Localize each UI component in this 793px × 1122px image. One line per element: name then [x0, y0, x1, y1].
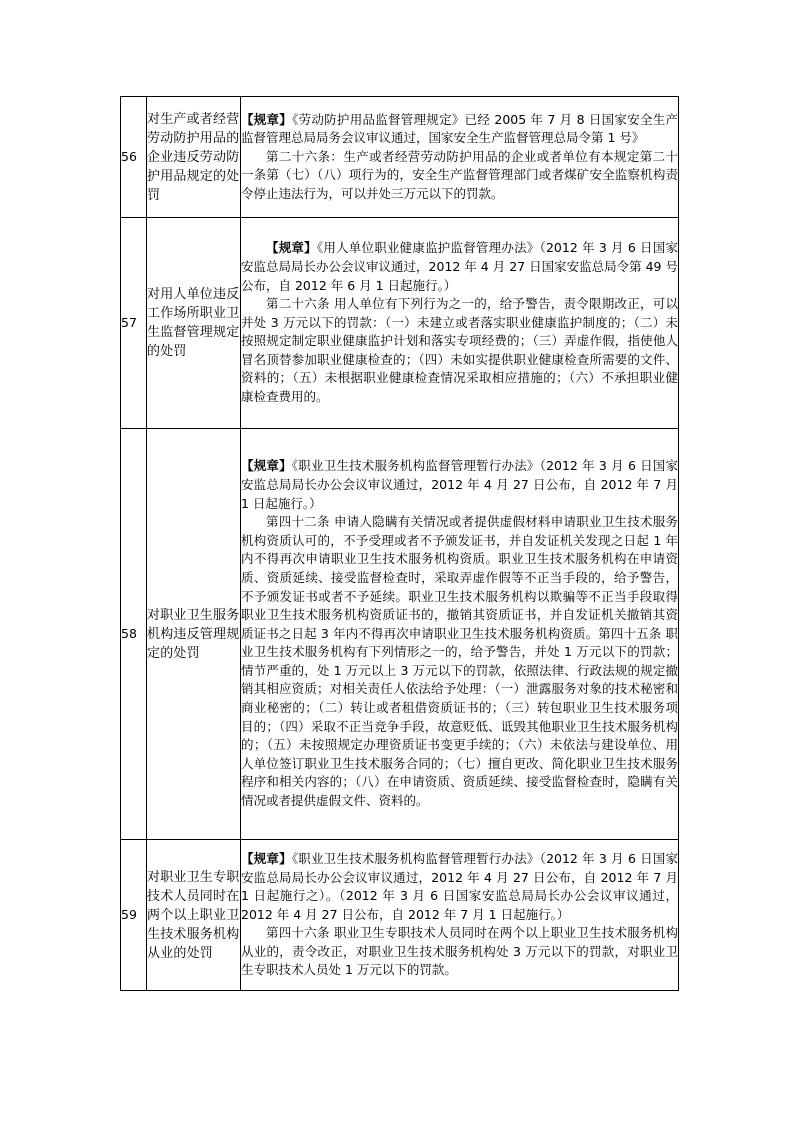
row-number: 56	[121, 97, 147, 218]
penalty-item: 对用人单位违反工作场所职业卫生监督管理规定的处罚	[147, 218, 241, 429]
regulation-source: 《劳动防护用品监督管理规定》已经 2005 年 7 月 8 日国家安全生产监督管理总局局务会议审议通过，国家安全生产监督管理总局令第 1 号》	[241, 111, 678, 146]
row-number: 59	[121, 840, 147, 991]
penalty-table	[120, 96, 679, 991]
article-text: 第四十六条 职业卫生专职技术人员同时在两个以上职业卫生技术服务机构从业的，责令改正，对职业卫生技术服务机构处 3 万元以下的罚款，对职业卫生专职技术人员处 1 万元以下的罚款。	[241, 925, 678, 978]
legal-basis	[241, 840, 679, 991]
penalty-item: 对生产或者经营劳动防护用品的企业违反劳动防护用品规定的处罚	[147, 97, 241, 218]
legal-basis	[241, 429, 679, 840]
regulation-tag: 【规章】	[266, 240, 317, 256]
regulation-tag: 【规章】	[241, 111, 293, 127]
penalty-item: 对职业卫生专职技术人员同时在两个以上职业卫生技术服务机构从业的处罚	[147, 840, 241, 991]
article-text: 第二十六条 用人单位有下列行为之一的，给予警告，责令限期改正，可以并处 3 万元以下的罚款：（一）未建立或者落实职业健康监护制度的；（二）未按照规定制定职业健康监护计划和落实专项经费的；（三）弄虚作假，指使他人冒名顶替参加职业健康检查的；（四）未如实提供职业健康检查所需要的文件、资料的；（五）未根据职业健康检查情况采取相应措施的；（六）不承担职业健康检查费用的。	[241, 296, 678, 405]
regulation-source: 《用人单位职业健康监护监督管理办法》（2012 年 3 月 6 日国家安监总局局长办公会议审议通过，2012 年 4 月 27 日国家安监总局令第 49 号公布，自 2012 年 6 月 1 日起施行。）	[241, 240, 678, 293]
penalty-item: 对职业卫生服务机构违反管理规定的处罚	[147, 429, 241, 840]
row-number: 57	[121, 218, 147, 429]
article-text: 第二十六条：生产或者经营劳动防护用品的企业或者单位有本规定第二十一条第（七）（八）项行为的，安全生产监督管理部门或者煤矿安全监察机构责令停止违法行为，可以并处三万元以下的罚款。	[241, 148, 678, 201]
legal-basis	[241, 218, 679, 429]
table-row	[121, 429, 679, 840]
row-number: 58	[121, 429, 147, 840]
regulation-source: 《职业卫生技术服务机构监督管理暂行办法》（2012 年 3 月 6 日国家安监总局局长办公会议审议通过，2012 年 4 月 27 日公布，自 2012 年 7 月 1 日起施行之）。（2012 年 3 月 6 日国家安监总局局长办公会议审议通过，2012 年 4 月 27 日公布，自 2012 年 7 月 1 日起施行。）	[241, 850, 678, 922]
table-row	[121, 218, 679, 429]
table-row	[121, 840, 679, 991]
table-row	[121, 97, 679, 218]
article-text: 第四十二条 申请人隐瞒有关情况或者提供虚假材料申请职业卫生技术服务机构资质认可的，不予受理或者不予颁发证书，并自发证机关发现之日起 1 年内不得再次申请职业卫生技术服务机构资质。职业卫生技术服务机构在申请资质、资质延续、接受监督检查时，采取弄虚作假等不正当手段的，给予警告，不予颁发证书或者不予延续。职业卫生技术服务机构以欺骗等不正当手段取得职业卫生技术服务机构资质证书的，撤销其资质证书，并自发证机关撤销其资质证书之日起 3 年内不得再次申请职业卫生技术服务机构资质。第四十五条 职业卫生技术服务机构有下列情形之一的，给予警告，并处 1 万元以下的罚款；情节严重的，处 1 万元以上 3 万元以下的罚款，依照法律、行政法规的规定撤销其相应资质；对相关责任人依法给予处理：（一）泄露服务对象的技术秘密和商业秘密的；（二）转让或者租借资质证书的；（三）转包职业卫生技术服务项目的；（四）采取不正当竞争手段，故意贬低、诋毁其他职业卫生技术服务机构的；（五）未按照规定办理资质证书变更手续的；（六）未依法与建设单位、用人单位签订职业卫生技术服务合同的；（七）擅自更改、简化职业卫生技术服务程序和相关内容的；（八）在申请资质、资质延续、接受监督检查时，隐瞒有关情况或者提供虚假文件、资料的。	[241, 514, 678, 809]
regulation-tag: 【规章】	[241, 458, 292, 474]
regulation-source: 《职业卫生技术服务机构监督管理暂行办法》（2012 年 3 月 6 日国家安监总局局长办公会议审议通过，2012 年 4 月 27 日公布，自 2012 年 7 月 1 日起施行。）	[241, 458, 678, 511]
regulation-tag: 【规章】	[241, 850, 292, 866]
legal-basis	[241, 97, 679, 218]
